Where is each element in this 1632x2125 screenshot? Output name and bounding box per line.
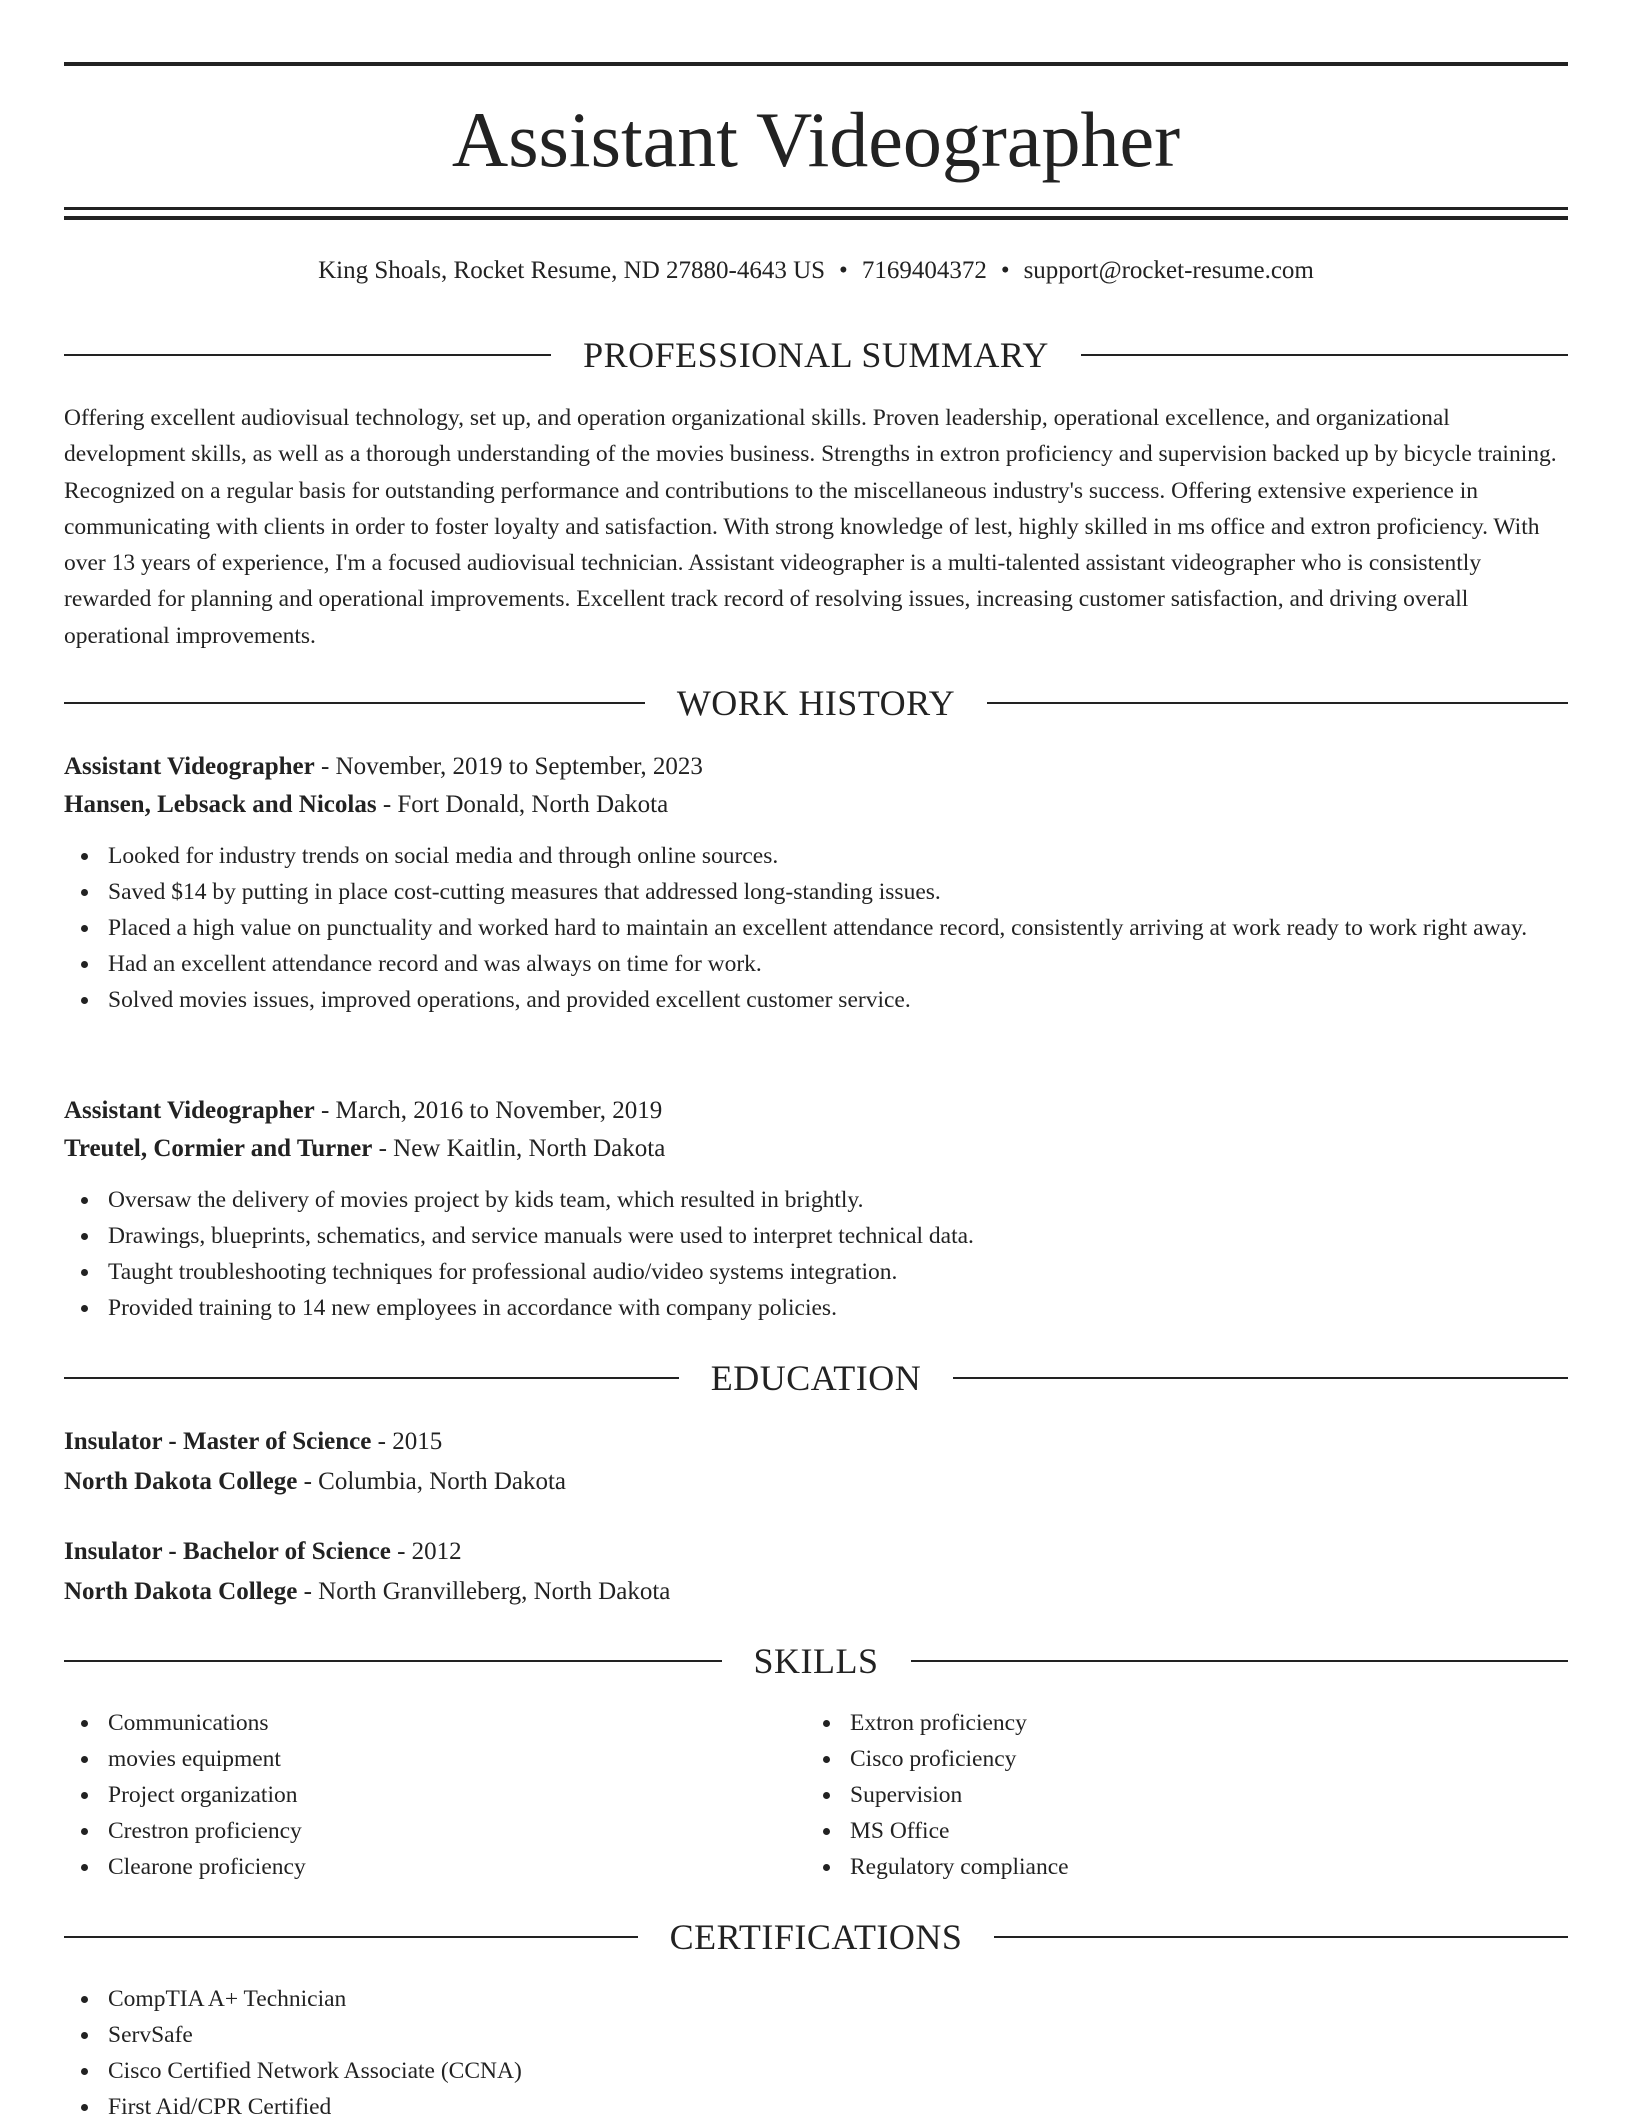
header-top-rule	[64, 62, 1568, 66]
skill-item: Extron proficiency	[806, 1705, 1546, 1741]
skill-item: Supervision	[806, 1777, 1546, 1813]
education-school: North Dakota College	[64, 1578, 298, 1605]
contact-phone: 7169404372	[861, 257, 987, 284]
skill-item: Clearone proficiency	[64, 1849, 804, 1885]
skill-item: Crestron proficiency	[64, 1813, 804, 1849]
job-dates: - November, 2019 to September, 2023	[314, 753, 703, 780]
job-bullet: Looked for industry trends on social media and through online sources.	[64, 838, 1568, 874]
section-heading-work-history	[64, 681, 1568, 725]
job-company: Treutel, Cormier and Turner	[64, 1135, 373, 1162]
certification-item: Cisco Certified Network Associate (CCNA)	[64, 2053, 1568, 2089]
header-bottom-rule-thick	[64, 216, 1568, 220]
education-degree: Insulator - Bachelor of Science	[64, 1538, 391, 1565]
education-degree-line	[64, 1532, 1568, 1572]
education-year: - 2012	[390, 1538, 462, 1565]
skill-item: Communications	[64, 1705, 804, 1741]
education-location: - Columbia, North Dakota	[297, 1468, 567, 1495]
contact-line	[64, 254, 1568, 288]
education-degree: Insulator - Master of Science	[64, 1428, 372, 1455]
section-title: PROFESSIONAL SUMMARY	[583, 335, 1049, 375]
contact-address: King Shoals, Rocket Resume, ND 27880-4643 US	[318, 257, 826, 284]
job-bullet: Solved movies issues, improved operations, and provided excellent customer service.	[64, 982, 1568, 1018]
education-entry	[64, 1532, 1568, 1612]
heading-rule	[953, 1377, 1568, 1379]
contact-separator: •	[839, 257, 848, 284]
job-location: - New Kaitlin, North Dakota	[372, 1135, 666, 1162]
skills-list	[806, 1705, 1546, 1885]
skill-item: Regulatory compliance	[806, 1849, 1546, 1885]
heading-rule	[64, 1377, 679, 1379]
job-title: Assistant Videographer	[64, 1097, 315, 1124]
job-entry	[64, 748, 1568, 1018]
education-school-line	[64, 1462, 1568, 1502]
certification-item: First Aid/CPR Certified	[64, 2089, 1568, 2125]
heading-rule	[64, 1936, 638, 1938]
resume-name: Assistant Videographer	[451, 96, 1181, 183]
section-title: EDUCATION	[710, 1358, 922, 1398]
section-heading-skills	[64, 1639, 1568, 1683]
heading-rule	[911, 1660, 1569, 1662]
skill-item: Project organization	[64, 1777, 804, 1813]
skill-item: movies equipment	[64, 1741, 804, 1777]
education-entry	[64, 1422, 1568, 1502]
section-title: CERTIFICATIONS	[669, 1917, 963, 1957]
heading-rule	[64, 702, 645, 704]
job-bullet: Taught troubleshooting techniques for professional audio/video systems integration.	[64, 1254, 1568, 1290]
job-bullet-list	[64, 1182, 1568, 1326]
summary-text: Offering excellent audiovisual technology, set up, and operation organizational skills. Proven leadership, operational excellence, and organizational development skills, as well as a thorough understanding of the movies business. Strengths in extron proficiency and supervision backed up by bicycle training. Recognized on a regular basis for outstanding performance and contributions to the miscellaneous industry's success. Offering extensive experience in communicating with clients in order to foster loyalty and satisfaction. With strong knowledge of lest, highly skilled in ms office and extron proficiency. With over 13 years of experience, I'm a focused audiovisual technician. Assistant videographer is a multi-talented assistant videographer who is consistently rewarded for planning and operational improvements. Excellent track record of resolving issues, increasing customer satisfaction, and driving overall operational improvements.	[64, 405, 1557, 649]
job-entry	[64, 1092, 1568, 1326]
contact-separator: •	[1000, 257, 1010, 284]
education-school: North Dakota College	[64, 1468, 298, 1495]
heading-rule	[64, 1660, 722, 1662]
job-company-line	[64, 1130, 1568, 1168]
contact-email: support@rocket-resume.com	[1023, 257, 1314, 284]
skills-column-right	[806, 1705, 1546, 1885]
certifications-list	[64, 1981, 1568, 2125]
education-school-line	[64, 1572, 1568, 1612]
skill-item: Cisco proficiency	[806, 1741, 1546, 1777]
job-bullet: Provided training to 14 new employees in accordance with company policies.	[64, 1290, 1568, 1326]
heading-rule	[1081, 354, 1568, 356]
heading-rule	[64, 354, 551, 356]
heading-rule	[987, 702, 1568, 704]
certification-item: CompTIA A+ Technician	[64, 1981, 1568, 2017]
skills-column-left	[64, 1705, 804, 1885]
job-bullet: Had an excellent attendance record and was always on time for work.	[64, 946, 1568, 982]
job-title: Assistant Videographer	[64, 753, 315, 780]
heading-rule	[994, 1936, 1568, 1938]
section-heading-certifications	[64, 1915, 1568, 1959]
section-title: WORK HISTORY	[676, 683, 956, 723]
skills-list	[64, 1705, 804, 1885]
section-title: SKILLS	[753, 1641, 879, 1681]
certifications-block	[64, 1981, 1568, 2125]
job-bullet-list	[64, 838, 1568, 1018]
job-location: - Fort Donald, North Dakota	[376, 791, 669, 818]
certification-item: ServSafe	[64, 2017, 1568, 2053]
education-degree-line	[64, 1422, 1568, 1462]
job-company-line	[64, 786, 1568, 824]
job-bullet: Placed a high value on punctuality and worked hard to maintain an excellent attendance record, consistently arriving at work ready to work right away.	[64, 910, 1568, 946]
section-heading-education	[64, 1356, 1568, 1400]
job-title-line	[64, 748, 1568, 786]
job-title-line	[64, 1092, 1568, 1130]
education-location: - North Granvilleberg, North Dakota	[297, 1578, 671, 1605]
job-bullet: Oversaw the delivery of movies project by kids team, which resulted in brightly.	[64, 1182, 1568, 1218]
education-year: - 2015	[371, 1428, 443, 1455]
job-bullet: Saved $14 by putting in place cost-cutting measures that addressed long-standing issues.	[64, 874, 1568, 910]
job-company: Hansen, Lebsack and Nicolas	[64, 791, 377, 818]
job-dates: - March, 2016 to November, 2019	[314, 1097, 663, 1124]
skill-item: MS Office	[806, 1813, 1546, 1849]
header-bottom-rule	[64, 207, 1568, 210]
section-heading-summary	[64, 333, 1568, 377]
job-bullet: Drawings, blueprints, schematics, and service manuals were used to interpret technical data.	[64, 1218, 1568, 1254]
